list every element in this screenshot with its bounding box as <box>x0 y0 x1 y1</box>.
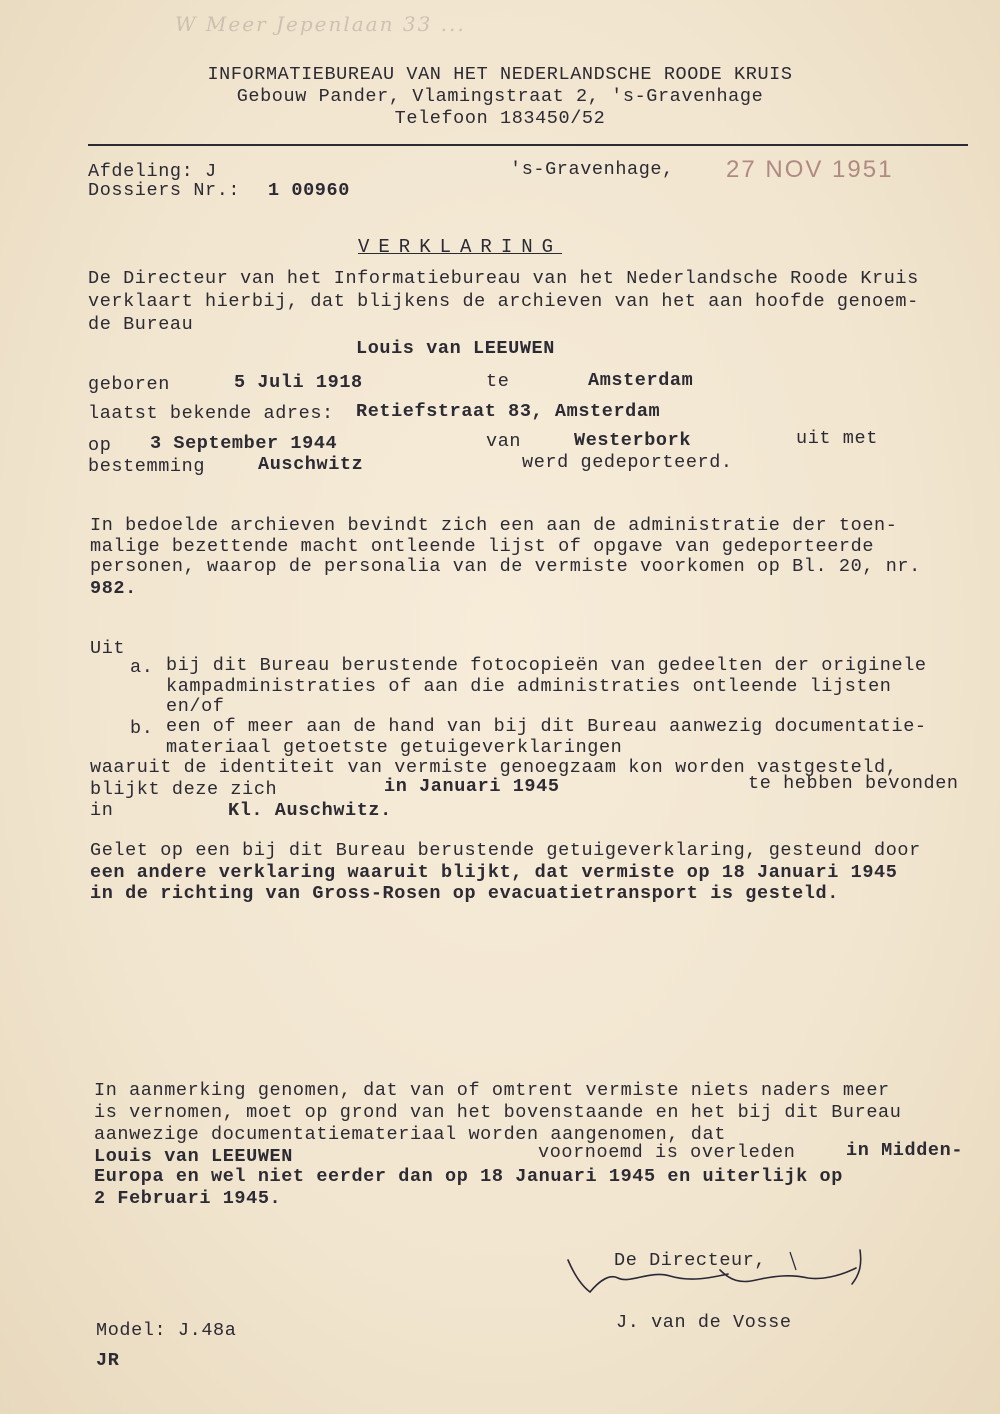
gelet-line-3: in de richting van Gross-Rosen op evacuatietransport is gesteld. <box>90 883 839 904</box>
pencil-note: W Meer Jepenlaan 33 ... <box>175 12 466 36</box>
sources-uit: Uit <box>90 638 126 659</box>
bestemming-label: bestemming <box>88 456 206 477</box>
signature-role: De Directeur, <box>614 1250 767 1271</box>
afdeling-label: Afdeling: J <box>88 161 217 182</box>
address-label: laatst bekende adres: <box>88 403 334 424</box>
source-b-label: b. <box>130 718 154 739</box>
address-value: Retiefstraat 83, Amsterdam <box>356 401 661 422</box>
footer-model: Model: J.48a <box>96 1320 237 1341</box>
blijkt-text: blijkt deze zich <box>90 779 278 800</box>
born-label: geboren <box>88 374 170 395</box>
deport-van-label: van <box>486 431 522 452</box>
conclusion-line-1: In aanmerking genomen, dat van of omtrent vermiste niets naders meer <box>94 1080 890 1101</box>
source-b-line-1: een of meer aan de hand van bij dit Bureau aanwezig documentatie- <box>166 716 927 737</box>
source-a-label: a. <box>130 657 154 678</box>
conclusion-line-6: 2 Februari 1945. <box>94 1188 282 1209</box>
archive-line-1: In bedoelde archieven bevindt zich een aan de administratie der toen- <box>90 515 898 536</box>
archive-line-3: personen, waarop de personalia van de vermiste voorkomen op Bl. 20, nr. <box>90 556 921 577</box>
source-a-line-1: bij dit Bureau berustende fotocopieën van gedeelten der originele <box>166 655 927 676</box>
born-date: 5 Juli 1918 <box>234 372 363 393</box>
source-b-line-2: materiaal getoetste getuigeverklaringen <box>166 737 623 758</box>
archive-line-4: 982. <box>90 578 137 599</box>
gelet-line-2: een andere verklaring waaruit blijkt, dat vermiste op 18 Januari 1945 <box>90 862 898 883</box>
gelet-line-1: Gelet op een bij dit Bureau berustende getuigeverklaring, gesteund door <box>90 840 921 861</box>
conclusion-line-3: aanwezige documentatiemateriaal worden aangenomen, dat <box>94 1124 726 1145</box>
person-name: Louis van LEEUWEN <box>356 338 555 359</box>
in-place: Kl. Auschwitz. <box>228 800 392 821</box>
dossier-label: Dossiers Nr.: <box>88 180 241 201</box>
dossier-number: 1 00960 <box>268 180 350 201</box>
born-place: Amsterdam <box>588 370 694 391</box>
footer-initials: JR <box>96 1350 120 1371</box>
source-a-line-3: en/of <box>166 696 225 717</box>
conclusion-name: Louis van LEEUWEN <box>94 1146 293 1167</box>
header-rule <box>88 144 968 146</box>
identity-line: waaruit de identiteit van vermiste genoegzaam kon worden vastgesteld, <box>90 757 898 778</box>
letterhead-address: Gebouw Pander, Vlamingstraat 2, 's-Gravenhage <box>236 86 764 107</box>
intro-line-1: De Directeur van het Informatiebureau van het Nederlandsche Roode Kruis <box>88 268 919 289</box>
deport-from-camp: Westerbork <box>574 430 692 451</box>
letterhead-phone: Telefoon 183450/52 <box>394 108 606 129</box>
deport-destination: Auschwitz <box>258 454 364 475</box>
signature-scrawl-icon <box>560 1240 880 1310</box>
letterhead-org: INFORMATIEBUREAU VAN HET NEDERLANDSCHE ROODE KRUIS <box>207 64 793 85</box>
archive-line-2: malige bezettende macht ontleende lijst of opgave van gedeporteerde <box>90 536 875 557</box>
deported-text: werd gedeporteerd. <box>522 452 733 473</box>
blijkt-date: in Januari 1945 <box>384 776 560 797</box>
bevonden-text: te hebben bevonden <box>748 773 959 794</box>
conclusion-voornoemd: voornoemd is overleden <box>538 1142 796 1163</box>
deport-op-label: op <box>88 435 112 456</box>
deport-date: 3 September 1944 <box>150 433 338 454</box>
conclusion-line-2: is vernomen, moet op grond van het bovenstaande en het bij dit Bureau <box>94 1102 902 1123</box>
deport-uit-met: uit met <box>796 428 878 449</box>
conclusion-midden: in Midden- <box>846 1140 964 1161</box>
signature-name: J. van de Vosse <box>616 1312 792 1333</box>
in-label: in <box>90 800 114 821</box>
document-title: VERKLARING <box>358 236 563 258</box>
born-te-label: te <box>486 371 510 392</box>
place-label: 's-Gravenhage, <box>510 159 674 180</box>
intro-line-2: verklaart hierbij, dat blijkens de archieven van het aan hoofde genoem- <box>88 291 919 312</box>
source-a-line-2: kampadministraties of aan die administraties ontleende lijsten <box>166 676 892 697</box>
date-stamp: 27 NOV 1951 <box>726 156 894 183</box>
intro-line-3: de Bureau <box>88 314 194 335</box>
conclusion-line-5: Europa en wel niet eerder dan op 18 Januari 1945 en uiterlijk op <box>94 1166 843 1187</box>
